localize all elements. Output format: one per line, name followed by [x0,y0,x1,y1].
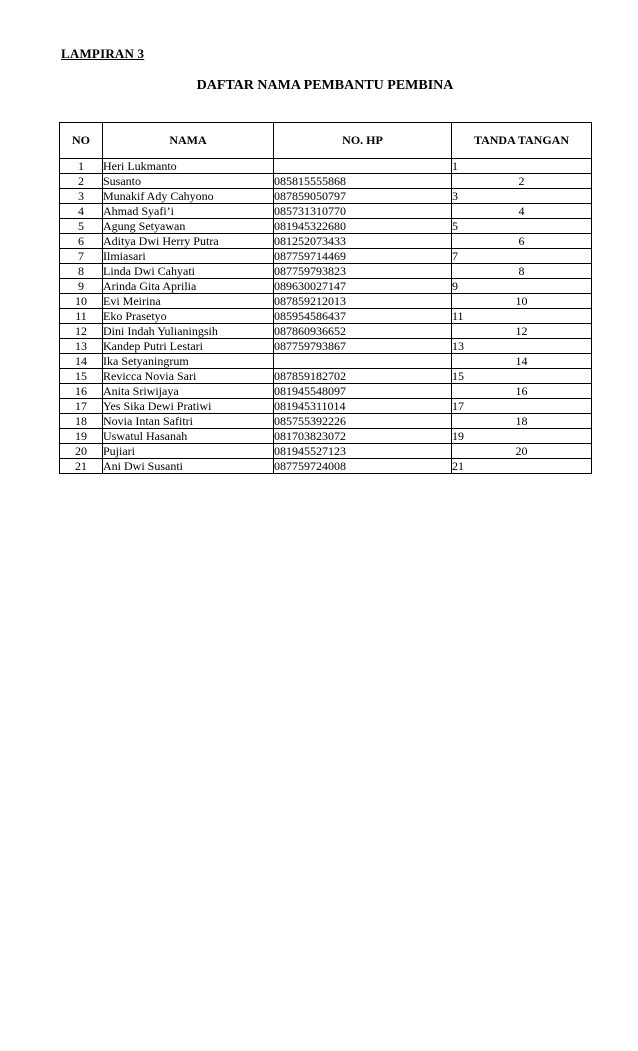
table-row [60,324,592,339]
cell-tanda-tangan: 2 [452,174,592,189]
cell-no-hp: 087859182702 [274,369,452,384]
table-row [60,174,592,189]
table-header-row [60,123,592,159]
cell-no: 16 [60,384,103,399]
cell-no: 2 [60,174,103,189]
cell-tanda-tangan: 21 [452,459,592,474]
cell-no: 5 [60,219,103,234]
cell-tanda-tangan: 5 [452,219,592,234]
cell-no-hp: 085731310770 [274,204,452,219]
cell-tanda-tangan: 19 [452,429,592,444]
cell-nama: Evi Meirina [103,294,274,309]
column-header-tanda-tangan: TANDA TANGAN [452,123,592,159]
cell-no-hp [274,354,452,369]
cell-tanda-tangan: 16 [452,384,592,399]
cell-tanda-tangan: 8 [452,264,592,279]
cell-no-hp: 089630027147 [274,279,452,294]
cell-no: 18 [60,414,103,429]
table-row [60,384,592,399]
cell-no-hp [274,159,452,174]
cell-no: 9 [60,279,103,294]
cell-no-hp: 087860936652 [274,324,452,339]
table-row [60,369,592,384]
table-row [60,294,592,309]
table-row [60,339,592,354]
cell-tanda-tangan: 10 [452,294,592,309]
cell-tanda-tangan: 4 [452,204,592,219]
cell-no: 7 [60,249,103,264]
table-row [60,414,592,429]
table-row [60,399,592,414]
cell-no: 8 [60,264,103,279]
cell-no-hp: 087759714469 [274,249,452,264]
table-row [60,249,592,264]
table-row [60,219,592,234]
cell-no-hp: 087859050797 [274,189,452,204]
cell-tanda-tangan: 7 [452,249,592,264]
cell-no-hp: 087759793823 [274,264,452,279]
cell-tanda-tangan: 9 [452,279,592,294]
table-row [60,309,592,324]
column-header-no-hp: NO. HP [274,123,452,159]
cell-no: 14 [60,354,103,369]
cell-no: 1 [60,159,103,174]
cell-no-hp: 081945527123 [274,444,452,459]
table-body [60,159,592,474]
cell-no-hp: 081945322680 [274,219,452,234]
cell-no-hp: 087859212013 [274,294,452,309]
cell-no: 17 [60,399,103,414]
cell-tanda-tangan: 15 [452,369,592,384]
cell-no-hp: 081945311014 [274,399,452,414]
cell-nama: Yes Sika Dewi Pratiwi [103,399,274,414]
attachment-label: LAMPIRAN 3 [61,46,145,61]
cell-no-hp: 081252073433 [274,234,452,249]
cell-no: 13 [60,339,103,354]
cell-tanda-tangan: 13 [452,339,592,354]
cell-nama: Anita Sriwijaya [103,384,274,399]
cell-no-hp: 081703823072 [274,429,452,444]
table-row [60,444,592,459]
cell-no-hp: 087759724008 [274,459,452,474]
cell-no: 19 [60,429,103,444]
cell-nama: Eko Prasetyo [103,309,274,324]
table-row [60,264,592,279]
cell-nama: Agung Setyawan [103,219,274,234]
table-row [60,234,592,249]
cell-no: 11 [60,309,103,324]
table-row [60,189,592,204]
cell-nama: Aditya Dwi Herry Putra [103,234,274,249]
cell-nama: Heri Lukmanto [103,159,274,174]
table-row [60,354,592,369]
cell-nama: Novia Intan Safitri [103,414,274,429]
table-row [60,204,592,219]
cell-nama: Ahmad Syafi’i [103,204,274,219]
cell-no: 10 [60,294,103,309]
cell-nama: Ilmiasari [103,249,274,264]
cell-tanda-tangan: 20 [452,444,592,459]
cell-no: 20 [60,444,103,459]
column-header-no: NO [60,123,103,159]
cell-tanda-tangan: 18 [452,414,592,429]
cell-nama: Uswatul Hasanah [103,429,274,444]
cell-nama: Linda Dwi Cahyati [103,264,274,279]
table-row [60,429,592,444]
cell-no-hp: 085815555868 [274,174,452,189]
cell-no-hp: 081945548097 [274,384,452,399]
document-title: DAFTAR NAMA PEMBANTU PEMBINA [196,78,454,93]
cell-nama: Dini Indah Yulianingsih [103,324,274,339]
cell-no: 4 [60,204,103,219]
cell-no: 3 [60,189,103,204]
cell-tanda-tangan: 6 [452,234,592,249]
table-row [60,459,592,474]
pembantu-pembina-table [59,122,592,474]
cell-nama: Kandep Putri Lestari [103,339,274,354]
table-row [60,279,592,294]
cell-nama: Arinda Gita Aprilia [103,279,274,294]
cell-tanda-tangan: 17 [452,399,592,414]
cell-tanda-tangan: 12 [452,324,592,339]
cell-no-hp: 085954586437 [274,309,452,324]
cell-nama: Ani Dwi Susanti [103,459,274,474]
cell-tanda-tangan: 14 [452,354,592,369]
cell-no: 12 [60,324,103,339]
cell-tanda-tangan: 3 [452,189,592,204]
cell-nama: Susanto [103,174,274,189]
cell-no: 6 [60,234,103,249]
cell-tanda-tangan: 1 [452,159,592,174]
cell-nama: Ika Setyaningrum [103,354,274,369]
cell-no-hp: 085755392226 [274,414,452,429]
cell-nama: Revicca Novia Sari [103,369,274,384]
cell-tanda-tangan: 11 [452,309,592,324]
cell-nama: Munakif Ady Cahyono [103,189,274,204]
cell-no-hp: 087759793867 [274,339,452,354]
table-row [60,159,592,174]
column-header-nama: NAMA [103,123,274,159]
cell-nama: Pujiari [103,444,274,459]
cell-no: 21 [60,459,103,474]
cell-no: 15 [60,369,103,384]
